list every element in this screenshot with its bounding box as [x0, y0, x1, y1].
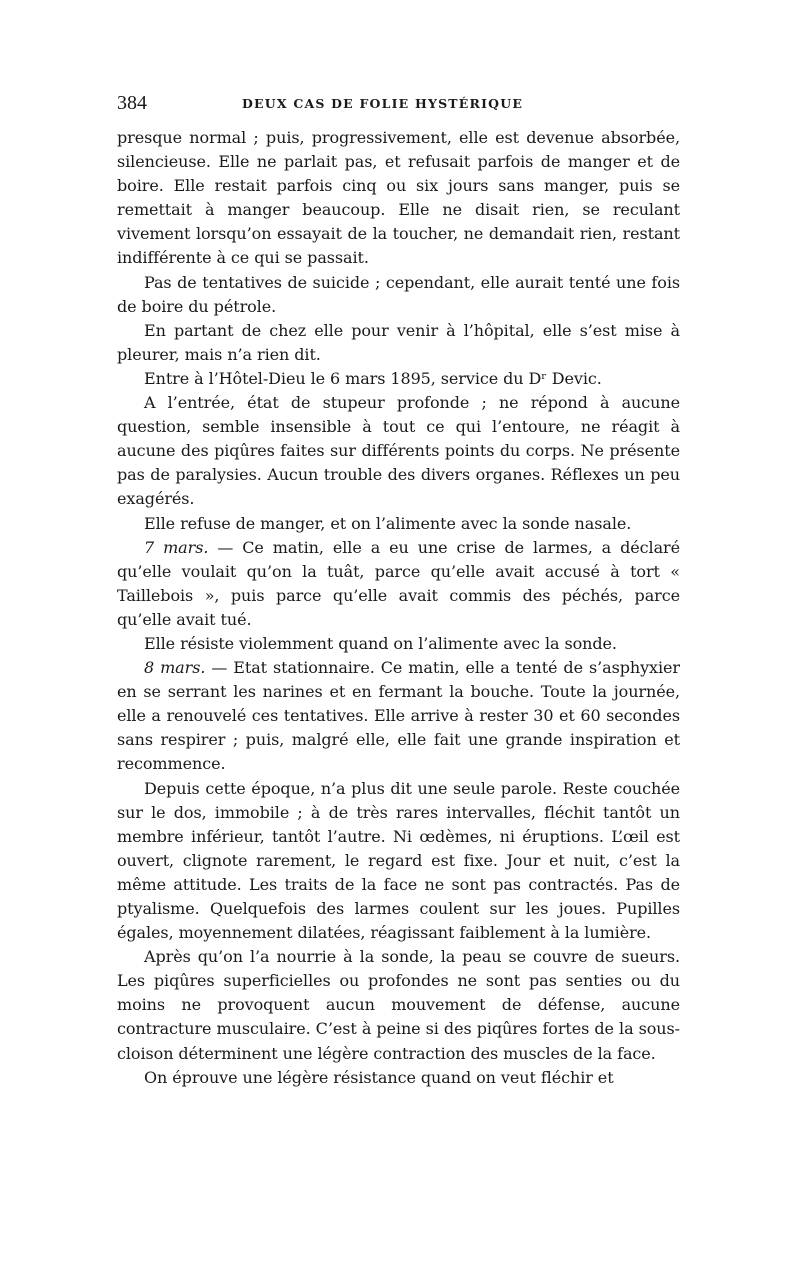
- paragraph: [117, 777, 680, 946]
- paragraph-text: presque normal ; puis, progressivement, elle est devenue absorbée, silencieuse. Elle ne parlait pas, et refusait parfois de manger et de boire. Elle restait parfois cinq ou six jours sans manger, puis se remettait à manger beaucoup. Elle ne disait rien, se reculant vivement lorsqu’on essayait de la toucher, ne demandait rien, restant indifférente à ce qui se passait.: [117, 128, 680, 268]
- paragraph: [117, 512, 680, 536]
- paragraph: [117, 126, 680, 271]
- paragraph-text: Elle refuse de manger, et on l’alimente avec la sonde nasale.: [144, 513, 632, 533]
- paragraph: [117, 632, 680, 656]
- paragraph-text: En partant de chez elle pour venir à l’hôpital, elle s’est mise à pleurer, mais n’a rien dit.: [117, 320, 680, 364]
- page-header: [117, 90, 680, 116]
- paragraph: [117, 391, 680, 511]
- paragraph: [117, 1066, 680, 1090]
- entry-date: 7 mars.: [144, 537, 209, 557]
- paragraph-text: A l’entrée, état de stupeur profonde ; ne répond à aucune question, semble insensible à tout ce qui l’entoure, ne réagit à aucune des piqûres faites sur différents points du corps. Ne présente pas de paralysies. Aucun trouble des divers organes. Réflexes un peu exagérés.: [117, 393, 680, 509]
- paragraph-text: Après qu’on l’a nourrie à la sonde, la peau se couvre de sueurs. Les piqûres superficielles ou profondes ne sont pas senties ou du moins ne provoquent aucun mouvement de défense, aucune contracture musculaire. C’est à peine si des piqûres fortes de la sous-cloison déterminent une légère contraction des muscles de la face.: [117, 947, 680, 1063]
- body-text: [117, 126, 680, 1090]
- paragraph: [117, 367, 680, 391]
- paragraph-text: Elle résiste violemment quand on l’alimente avec la sonde.: [144, 633, 617, 653]
- paragraph: [117, 536, 680, 632]
- paragraph: [117, 945, 680, 1065]
- paragraph: [117, 319, 680, 367]
- paragraph-text: — Ce matin, elle a eu une crise de larmes, a déclaré qu’elle voulait qu’on la tuât, parce qu’elle avait accusé à tort « Taillebois », puis parce qu’elle avait commis des péchés, parce qu’elle avait tué.: [117, 537, 680, 629]
- running-title: DEUX CAS DE FOLIE HYSTÉRIQUE: [242, 96, 524, 111]
- entry-date: 8 mars.: [144, 658, 206, 678]
- paragraph: [117, 271, 680, 319]
- paragraph-text: On éprouve une légère résistance quand on veut fléchir et: [144, 1067, 614, 1087]
- page-number: 384: [117, 92, 147, 114]
- paragraph-text: — Etat stationnaire. Ce matin, elle a tenté de s’asphyxier en se serrant les narines et en fermant la bouche. Toute la journée, elle a renouvelé ces tentatives. Elle arrive à rester 30 et 60 secondes sans respirer ; puis, malgré elle, elle fait une grande inspiration et recommence.: [117, 658, 680, 774]
- paragraph-text: Entre à l’Hôtel-Dieu le 6 mars 1895, service du Dʳ Devic.: [144, 368, 602, 388]
- paragraph-text: Pas de tentatives de suicide ; cependant, elle aurait tenté une fois de boire du pétrole.: [117, 272, 680, 316]
- paragraph: [117, 656, 680, 776]
- paragraph-text: Depuis cette époque, n’a plus dit une seule parole. Reste couchée sur le dos, immobile ; à de très rares intervalles, fléchit tantôt un membre inférieur, tantôt l’autre. Ni œdèmes, ni éruptions. L’œil est ouvert, clignote rarement, le regard est fixe. Jour et nuit, c’est la même attitude. Les traits de la face ne sont pas contractés. Pas de ptyalisme. Quelquefois des larmes coulent sur les joues. Pupilles égales, moyennement dilatées, réagissant faiblement à la lumière.: [117, 778, 680, 943]
